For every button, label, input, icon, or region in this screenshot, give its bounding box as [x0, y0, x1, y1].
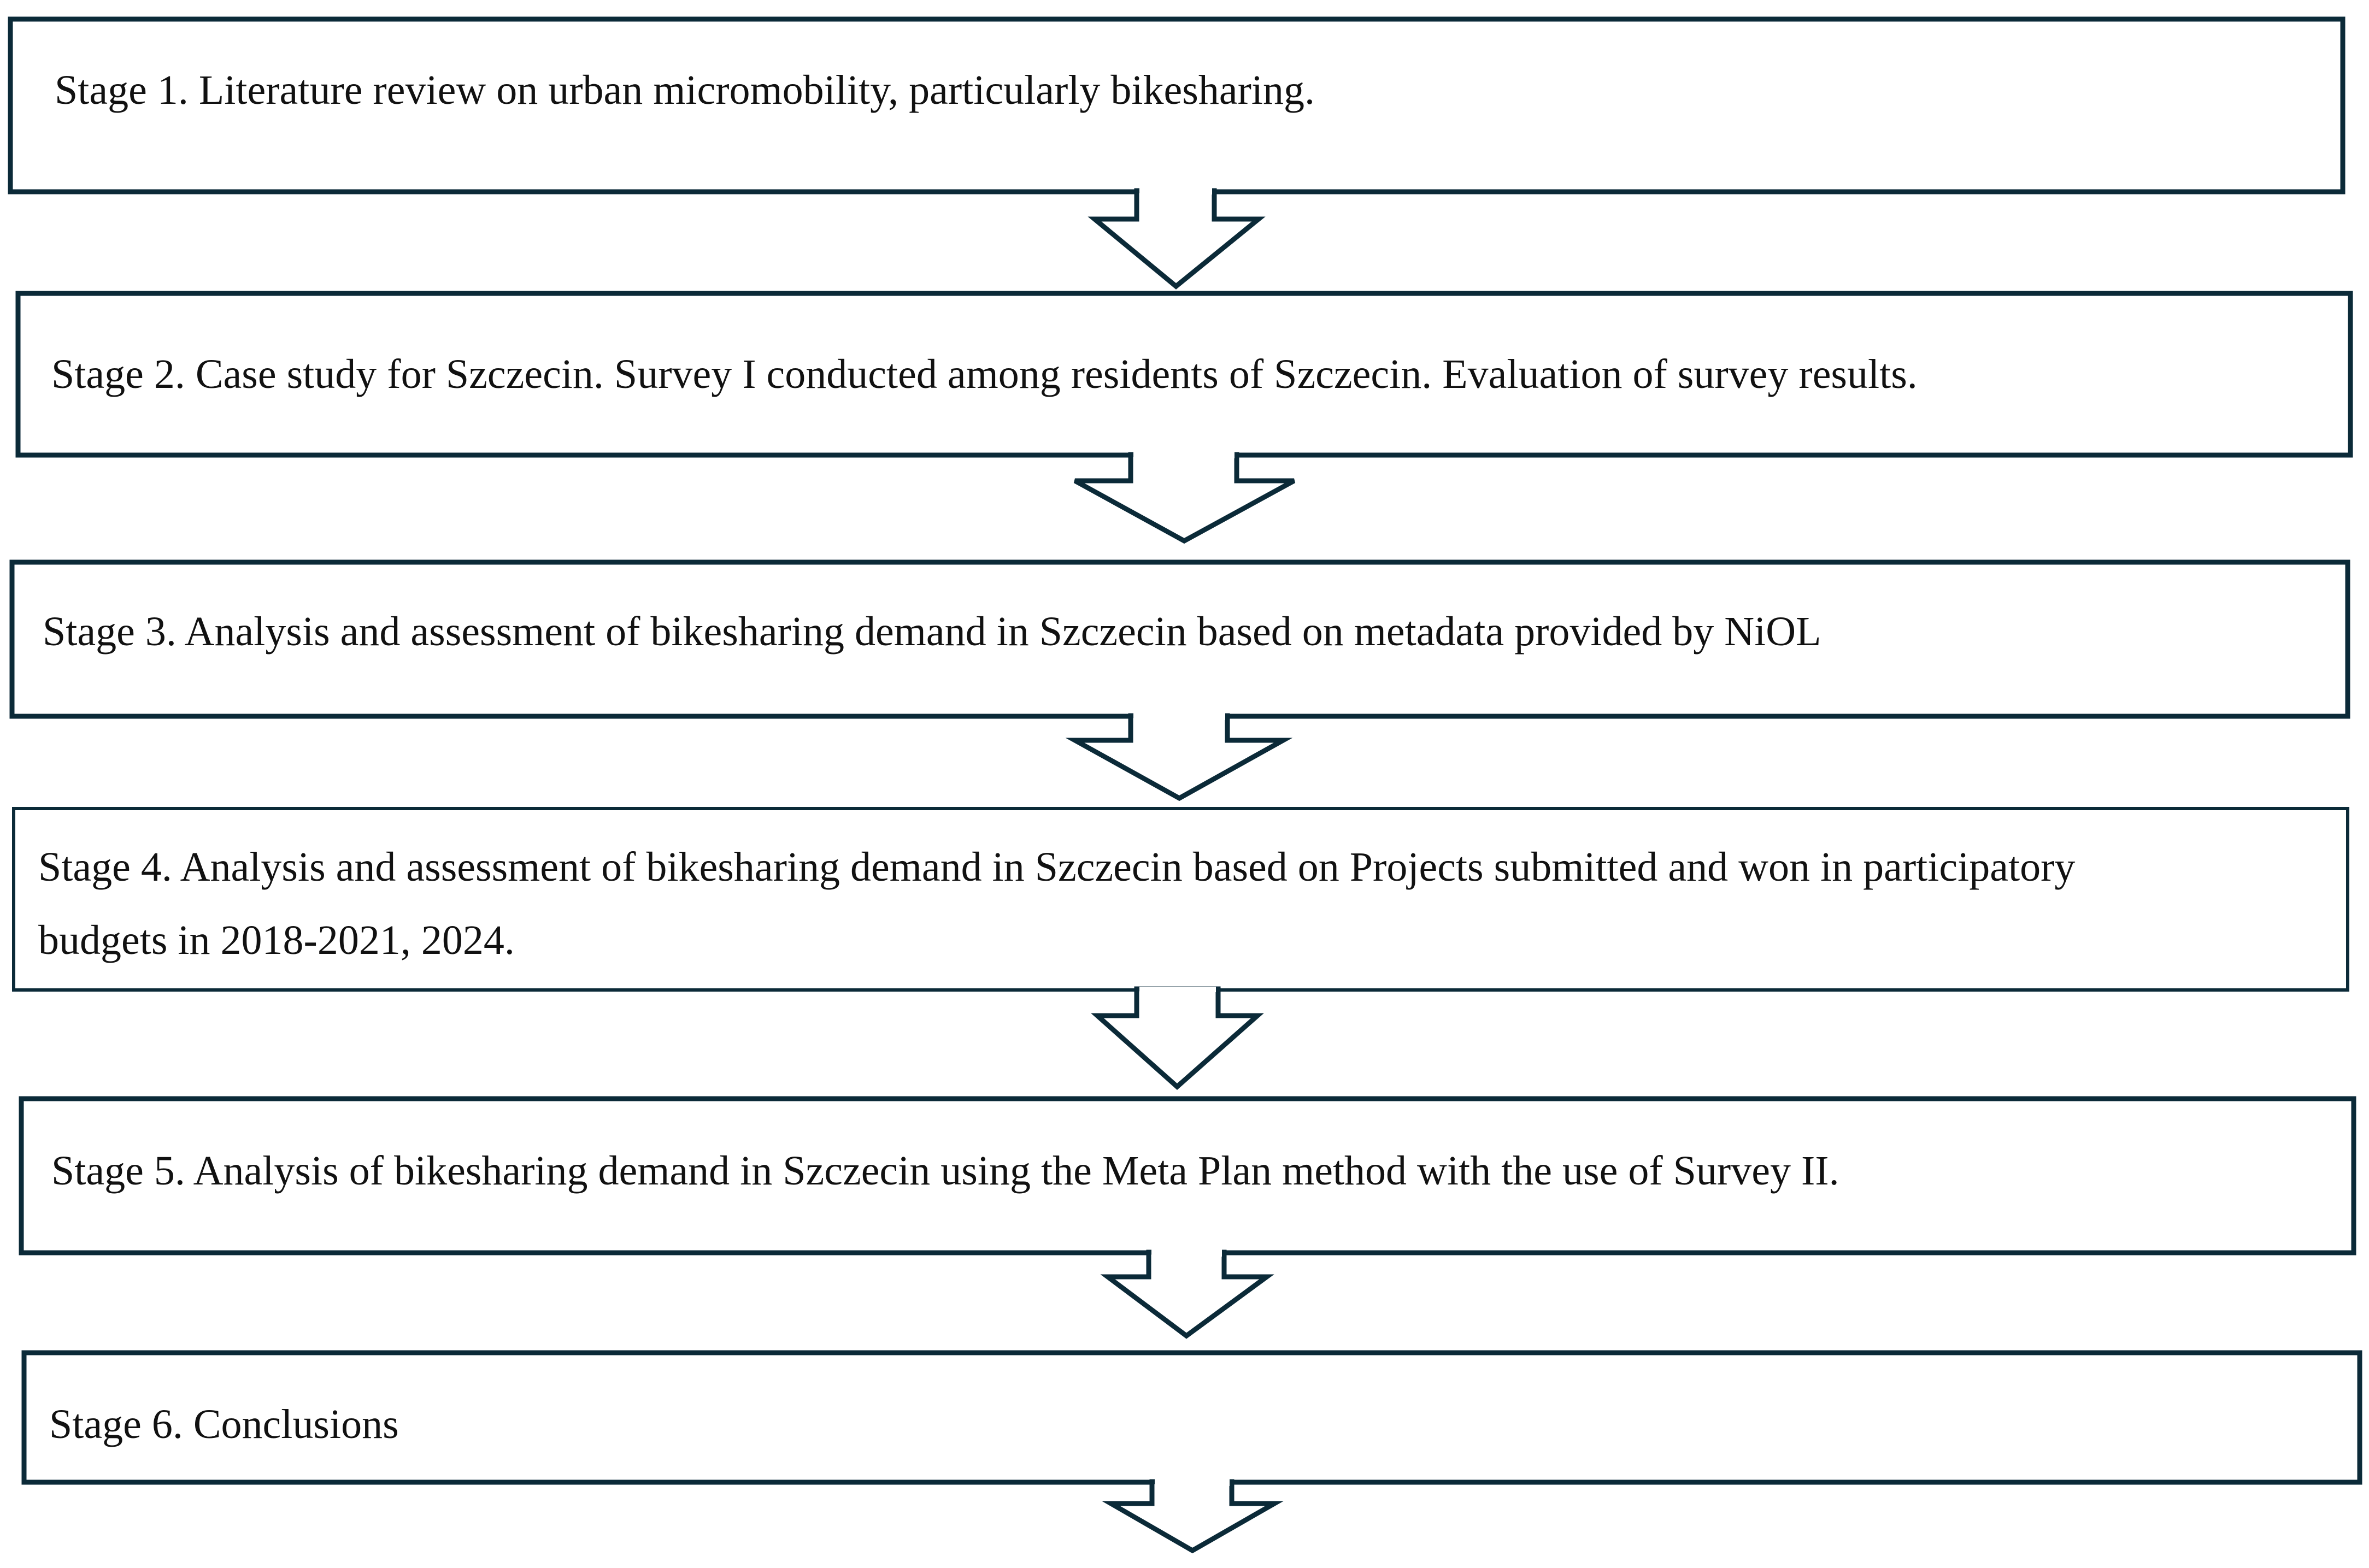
stage-4-label-line-2: budgets in 2018-2021, 2024.	[38, 917, 515, 963]
stage-5-label: Stage 5. Analysis of bikesharing demand in Szczecin using the Meta Plan method with the use of Survey II.	[51, 1148, 1839, 1194]
down-arrow-icon	[1108, 1252, 1267, 1336]
stage-2-label: Stage 2. Case study for Szczecin. Survey I conducted among residents of Szczecin. Evaluation of survey results.	[51, 351, 1918, 397]
stage-1-label: Stage 1. Literature review on urban micromobility, particularly bikesharing.	[55, 67, 1315, 113]
down-arrow-icon	[1075, 455, 1294, 541]
stage-3-label: Stage 3. Analysis and assessment of bikesharing demand in Szczecin based on metadata provided by NiOL	[43, 609, 1821, 655]
down-arrow-icon	[1097, 989, 1257, 1087]
down-arrow-icon	[1075, 716, 1283, 798]
down-arrow-icon	[1095, 191, 1259, 286]
stage-6-label: Stage 6. Conclusions	[49, 1401, 399, 1447]
down-arrow-icon	[1111, 1482, 1274, 1551]
stage-4-label-line-1: Stage 4. Analysis and assessment of bikesharing demand in Szczecin based on Projects submitted and won in participatory	[38, 844, 2076, 890]
